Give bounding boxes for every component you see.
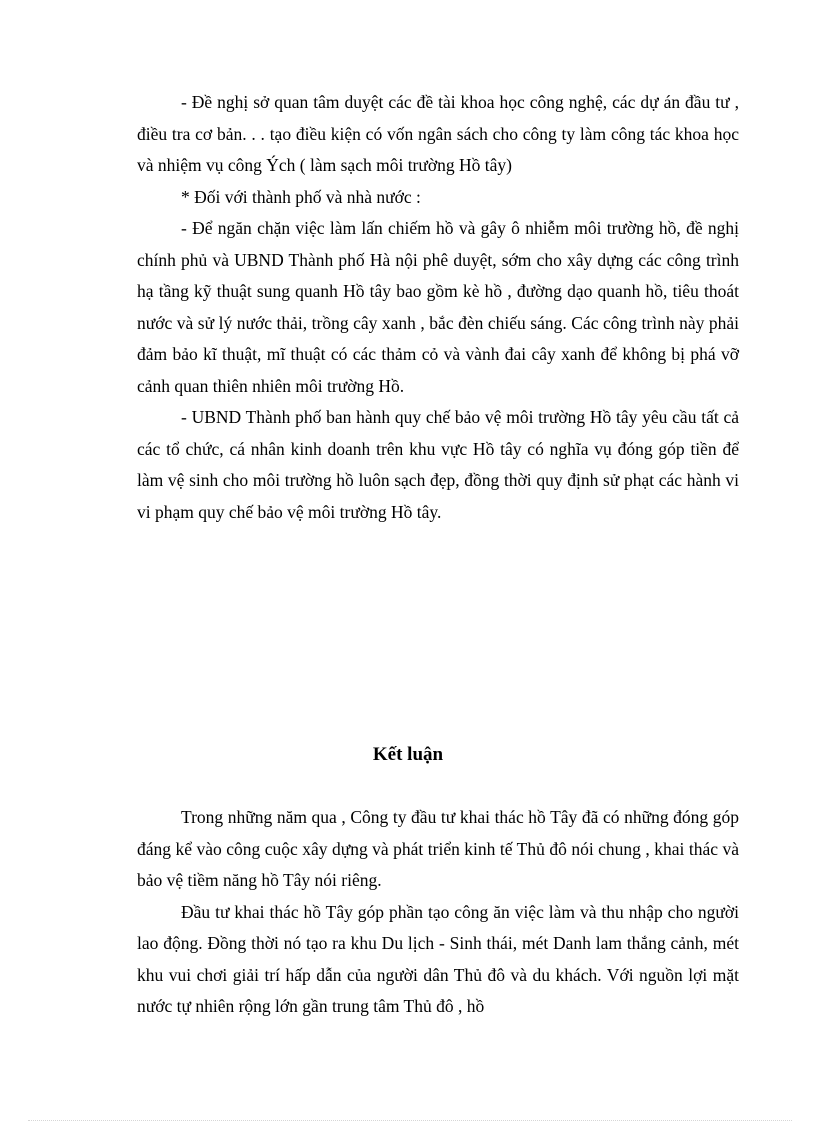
paragraph-conclusion-contributions: Trong những năm qua , Công ty đầu tư khai thác hồ Tây đã có những đóng góp đáng kể vào công cuộc xây dựng và phát triển kinh tế Thủ đô nói chung , khai thác và bảo vệ tiềm năng hồ Tây nói riêng.	[137, 807, 739, 890]
recommendations-section	[137, 87, 739, 528]
paragraph-protection-regulation: - UBND Thành phố ban hành quy chế bảo vệ môi trường Hồ tây yêu cầu tất cả các tổ chức, cá nhân kinh doanh trên khu vực Hồ tây có nghĩa vụ đóng góp tiền để làm vệ sinh cho môi trường hồ luôn sạch đẹp, đồng thời quy định sử phạt các hành vi vi phạm quy chế bảo vệ môi trường Hồ tây.	[137, 407, 739, 522]
conclusion-section	[137, 802, 739, 1023]
paragraph-city-state-heading: * Đối với thành phố và nhà nước :	[181, 186, 421, 207]
paragraph-conclusion-benefits: Đầu tư khai thác hồ Tây góp phần tạo công ăn việc làm và thu nhập cho người lao động. Đồng thời nó tạo ra khu Du lịch - Sinh thái, mét Danh lam thắng cảnh, mét khu vui chơi giải trí hấp dẫn của người dân Thủ đô và du khách. Với nguồn lợi mặt nước tự nhiên rộng lớn gần trung tâm Thủ đô , hồ	[137, 901, 739, 1016]
page-bottom-edge	[28, 1120, 792, 1121]
conclusion-heading: Kết luận	[372, 744, 444, 765]
paragraph-infrastructure-proposal: - Để ngăn chặn việc làm lấn chiếm hồ và gây ô nhiễm môi trường hồ, đề nghị chính phủ và UBND Thành phố Hà nội phê duyệt, sớm cho xây dựng các công trình hạ tầng kỹ thuật sung quanh Hồ tây bao gồm kè hồ , đường dạo quanh hồ, tiêu thoát nước và sử lý nước thải, trồng cây xanh , bắc đèn chiếu sáng. Các công trình này phải đảm bảo kĩ thuật, mĩ thuật có các thảm cỏ và vành đai cây xanh để không bị phá vỡ cảnh quan thiên nhiên môi trường Hồ.	[137, 218, 739, 396]
paragraph-ministry-request: - Đề nghị sở quan tâm duyệt các đề tài khoa học công nghệ, các dự án đầu tư , điều tra cơ bản. . . tạo điều kiện có vốn ngân sách cho công ty làm công tác khoa học và nhiệm vụ công Ých ( làm sạch môi trường Hồ tây)	[137, 92, 739, 175]
